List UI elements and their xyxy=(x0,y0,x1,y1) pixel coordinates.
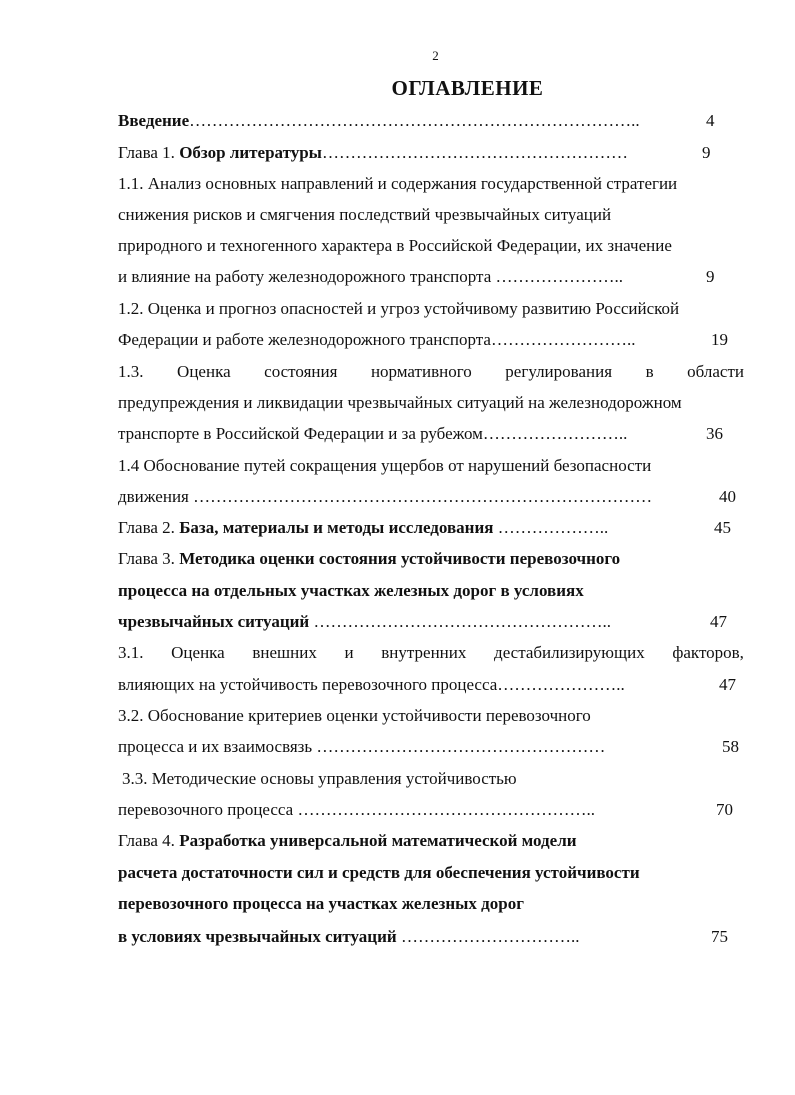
toc-page-number: 9 xyxy=(706,267,715,286)
toc-word: Оценка xyxy=(177,362,231,381)
toc-word: Оценка xyxy=(171,643,225,662)
toc-leader-dots: …………………………………………….. xyxy=(293,800,595,819)
toc-entry-1-3-line-1[interactable] xyxy=(118,359,744,385)
toc-page-number: 19 xyxy=(711,330,728,349)
toc-page-number: 47 xyxy=(719,675,736,694)
toc-chapter-prefix: Глава 1. xyxy=(118,143,180,162)
toc-entry-chapter-1[interactable] xyxy=(118,140,744,166)
toc-chapter-title: База, материалы и методы исследования xyxy=(179,518,494,537)
toc-word: внешних xyxy=(252,643,317,662)
toc-page-number: 45 xyxy=(714,518,731,537)
toc-text: 3.2. Обоснование критериев оценки устойчивости перевозочного xyxy=(118,706,591,725)
toc-leader-dots: …………………………………………….. xyxy=(309,612,611,631)
toc-text: Федерации и работе железнодорожного транспорта xyxy=(118,330,491,349)
toc-page-number: 9 xyxy=(702,143,711,162)
toc-text: 1.2. Оценка и прогноз опасностей и угроз устойчивому развитию Российской xyxy=(118,299,680,318)
toc-text: перевозочного процесса xyxy=(118,800,294,819)
toc-entry-chapter-4-line-4 xyxy=(118,924,744,950)
toc-leader-dots: ……………….. xyxy=(493,518,609,537)
toc-chapter-title: Методика оценки состояния устойчивости перевозочного xyxy=(179,549,621,568)
toc-text: транспорте в Российской Федерации и за рубежом xyxy=(118,424,483,443)
toc-text: и влияние на работу железнодорожного транспорта xyxy=(118,267,492,286)
toc-entry-1-1-line-2 xyxy=(118,202,744,228)
toc-leader-dots: ………………….. xyxy=(491,267,623,286)
toc-word: факторов, xyxy=(672,643,744,662)
toc-page-number: 4 xyxy=(706,111,715,130)
toc-leader-dots: ……………………………………………… xyxy=(321,143,628,162)
toc-chapter-title: Разработка универсальной математической модели xyxy=(179,831,577,850)
toc-chapter-prefix: Глава 3. xyxy=(118,549,180,568)
toc-text: природного и техногенного характера в Российской Федерации, их значение xyxy=(118,236,672,255)
toc-entry-1-3-line-2 xyxy=(118,390,744,416)
toc-word: области xyxy=(687,362,744,381)
toc-page-number: 75 xyxy=(711,927,728,946)
toc-entry-1-1-line-4 xyxy=(118,264,744,290)
toc-page-number: 36 xyxy=(706,424,723,443)
toc-chapter-prefix: Глава 2. xyxy=(118,518,180,537)
toc-word: состояния xyxy=(264,362,338,381)
toc-entry-chapter-3-line-2 xyxy=(118,578,744,604)
toc-word: регулирования xyxy=(505,362,613,381)
toc-entry-3-1-line-1[interactable] xyxy=(118,640,744,666)
page-title: ОГЛАВЛЕНИЕ xyxy=(391,76,544,100)
toc-leader-dots: ……………………………………………………………………… xyxy=(188,487,653,506)
toc-entry-1-1-line-1[interactable] xyxy=(118,171,744,197)
toc-entry-1-3-line-3 xyxy=(118,421,744,447)
toc-text: 3.3. Методические основы управления устойчивостью xyxy=(122,769,517,788)
toc-chapter-title: расчета достаточности сил и средств для обеспечения устойчивости xyxy=(118,863,640,882)
toc-leader-dots: …………………….. xyxy=(482,424,628,443)
toc-entry-intro[interactable] xyxy=(118,108,744,134)
toc-entry-chapter-4-line-3 xyxy=(118,891,744,917)
toc-leader-dots: …………………………………………………………………….. xyxy=(189,111,640,130)
toc-entry-1-4-line-1[interactable] xyxy=(118,453,744,479)
toc-page-number: 70 xyxy=(716,800,733,819)
toc-entry-1-2-line-2 xyxy=(118,327,744,353)
toc-chapter-prefix: Глава 4. xyxy=(118,831,180,850)
toc-page-number: 40 xyxy=(719,487,736,506)
toc-page-number: 58 xyxy=(722,737,739,756)
toc-entry-chapter-3-line-1[interactable] xyxy=(118,546,744,572)
toc-text: влияющих на устойчивость перевозочного процесса xyxy=(118,675,498,694)
toc-entry-1-2-line-1[interactable] xyxy=(118,296,744,322)
toc-chapter-title: процесса на отдельных участках железных дорог в условиях xyxy=(118,581,584,600)
toc-entry-chapter-4-line-1[interactable] xyxy=(118,828,744,854)
toc-entry-1-4-line-2 xyxy=(118,484,744,510)
page-number: 2 xyxy=(432,48,439,63)
toc-entry-chapter-4-line-2 xyxy=(118,860,744,886)
toc-entry-3-2-line-2 xyxy=(118,734,744,760)
toc-text: 1.1. Анализ основных направлений и содержания государственной стратегии xyxy=(118,174,678,193)
toc-text: снижения рисков и смягчения последствий чрезвычайных ситуаций xyxy=(118,205,612,224)
toc-entry-chapter-3-line-3 xyxy=(118,609,744,635)
toc-entry-3-1-line-2 xyxy=(118,672,744,698)
toc-entry-1-1-line-3 xyxy=(118,233,744,259)
toc-entry-3-2-line-1[interactable] xyxy=(118,703,744,729)
toc-word: и xyxy=(344,643,354,662)
toc-text: 1.4 Обоснование путей сокращения ущербов от нарушений безопасности xyxy=(118,456,652,475)
toc-chapter-title: Обзор литературы xyxy=(179,143,322,162)
toc-word: внутренних xyxy=(381,643,467,662)
toc-word: нормативного xyxy=(370,362,472,381)
toc-text: процесса и их взаимосвязь xyxy=(118,737,313,756)
toc-page-number: 47 xyxy=(710,612,727,631)
toc-word: в xyxy=(645,362,654,381)
toc-leader-dots: ………………….. xyxy=(497,675,625,694)
toc-entry-3-3-line-2 xyxy=(118,797,744,823)
toc-chapter-title: в условиях чрезвычайных ситуаций xyxy=(118,927,397,946)
toc-chapter-title: перевозочного процесса на участках железных дорог xyxy=(118,894,524,913)
toc-text: предупреждения и ликвидации чрезвычайных ситуаций на железнодорожном xyxy=(118,393,682,412)
toc-text: движения xyxy=(118,487,189,506)
toc-leader-dots: ………………………….. xyxy=(396,927,580,946)
toc-entry-chapter-2[interactable] xyxy=(118,515,744,541)
toc-word: 3.1. xyxy=(118,643,144,662)
toc-leader-dots: …………………………………………… xyxy=(312,737,606,756)
toc-word: дестабилизирующих xyxy=(494,643,645,662)
toc-entry-3-3-line-1[interactable] xyxy=(122,766,748,792)
toc-leader-dots: …………………….. xyxy=(490,330,636,349)
toc-word: 1.3. xyxy=(118,362,144,381)
toc-chapter-title: чрезвычайных ситуаций xyxy=(118,612,310,631)
toc-intro-label: Введение xyxy=(118,111,190,130)
